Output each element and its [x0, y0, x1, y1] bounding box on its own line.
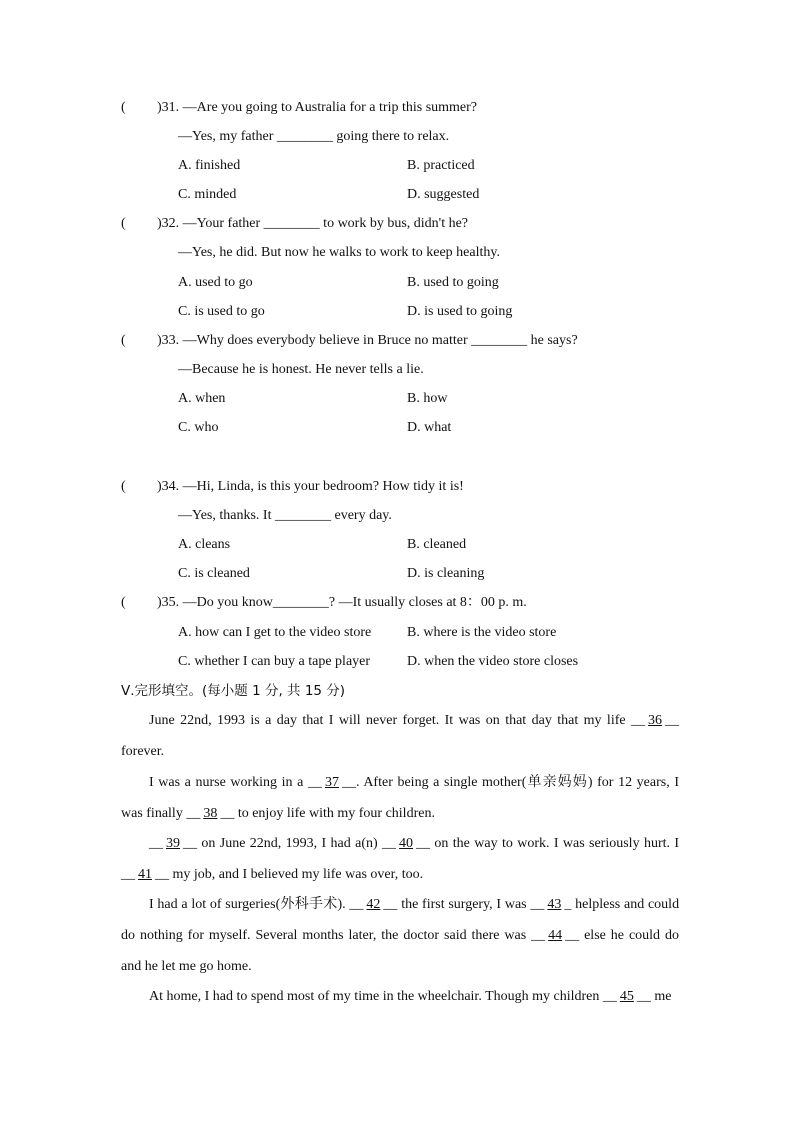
passage-paragraph-4: I had a lot of surgeries(外科手术). __ 42 __ the first surgery, I was __ 43 _ helpless and could do nothing for myself. Several months later, the doctor said there was __ 44 __ else he could do and he let me go home.: [121, 889, 679, 982]
option-b: B. practiced: [407, 158, 475, 173]
question-32-stem: [121, 214, 468, 234]
blank-39: 39: [166, 836, 180, 851]
answer-paren: (: [121, 479, 126, 494]
question-text: —Your father ________ to work by bus, didn't he?: [182, 216, 469, 231]
question-32-reply: —Yes, he did. But now he walks to work to keep healthy.: [178, 245, 500, 260]
question-text: —Are you going to Australia for a trip this summer?: [182, 100, 478, 115]
option-d: D. is used to going: [407, 304, 513, 319]
option-c: C. minded: [178, 187, 237, 202]
question-text: —Do you know________? —It usually closes at 8：00 p. m.: [182, 595, 527, 610]
question-34-reply: —Yes, thanks. It ________ every day.: [178, 508, 392, 523]
question-number: )33.: [157, 333, 180, 348]
section-heading: Ⅴ.完形填空。(每小题 1 分, 共 15 分): [121, 683, 346, 699]
answer-paren: (: [121, 333, 126, 348]
question-31-stem: [121, 98, 477, 118]
question-number: )32.: [157, 216, 180, 231]
blank-45: 45: [619, 989, 634, 1004]
option-a: A. finished: [178, 158, 241, 173]
answer-paren: (: [121, 216, 126, 231]
option-a: A. when: [178, 391, 226, 406]
blank-37: 37: [324, 775, 339, 790]
option-b: B. used to going: [407, 275, 499, 290]
question-text: —Hi, Linda, is this your bedroom? How tidy it is!: [182, 479, 464, 494]
question-35-stem: [121, 593, 527, 613]
blank-44: 44: [548, 928, 563, 943]
answer-paren: (: [121, 100, 126, 115]
question-31-reply: —Yes, my father ________ going there to relax.: [178, 129, 450, 144]
blank-42: 42: [366, 897, 381, 912]
question-text: —Why does everybody believe in Bruce no matter ________ he says?: [182, 333, 578, 348]
blank-40: 40: [399, 836, 414, 851]
option-d: D. is cleaning: [407, 566, 485, 581]
question-33-reply: —Because he is honest. He never tells a lie.: [178, 362, 424, 377]
option-b: B. cleaned: [407, 537, 467, 552]
option-c: C. who: [178, 420, 219, 435]
passage-paragraph-2: I was a nurse working in a __ 37 __. After being a single mother(单亲妈妈) for 12 years, I was finally __ 38 __ to enjoy life with my four children.: [121, 767, 679, 829]
option-c: C. is cleaned: [178, 566, 250, 581]
option-b: B. where is the video store: [407, 625, 557, 640]
option-a: A. how can I get to the video store: [178, 625, 372, 640]
option-a: A. cleans: [178, 537, 231, 552]
blank-36: 36: [648, 713, 663, 728]
question-33-stem: [121, 331, 578, 351]
passage-paragraph-5: At home, I had to spend most of my time in the wheelchair. Though my children __ 45 __ me: [121, 981, 679, 1012]
passage-paragraph-3: __ 39 __ on June 22nd, 1993, I had a(n) __ 40 __ on the way to work. I was seriously hurt. I __ 41 __ my job, and I believed my life was over, too.: [121, 828, 679, 890]
question-34-stem: [121, 477, 464, 497]
question-number: )34.: [157, 479, 180, 494]
blank-41: 41: [138, 867, 152, 882]
question-number: )35.: [157, 595, 180, 610]
option-d: D. what: [407, 420, 452, 435]
option-c: C. whether I can buy a tape player: [178, 654, 371, 669]
option-c: C. is used to go: [178, 304, 265, 319]
option-d: D. suggested: [407, 187, 480, 202]
option-a: A. used to go: [178, 275, 253, 290]
answer-paren: (: [121, 595, 126, 610]
option-d: D. when the video store closes: [407, 654, 579, 669]
blank-38: 38: [203, 806, 218, 821]
option-b: B. how: [407, 391, 448, 406]
passage-paragraph-1: June 22nd, 1993 is a day that I will never forget. It was on that day that my life __ 36 __ forever.: [121, 705, 679, 767]
blank-43: 43: [547, 897, 562, 912]
question-number: )31.: [157, 100, 180, 115]
